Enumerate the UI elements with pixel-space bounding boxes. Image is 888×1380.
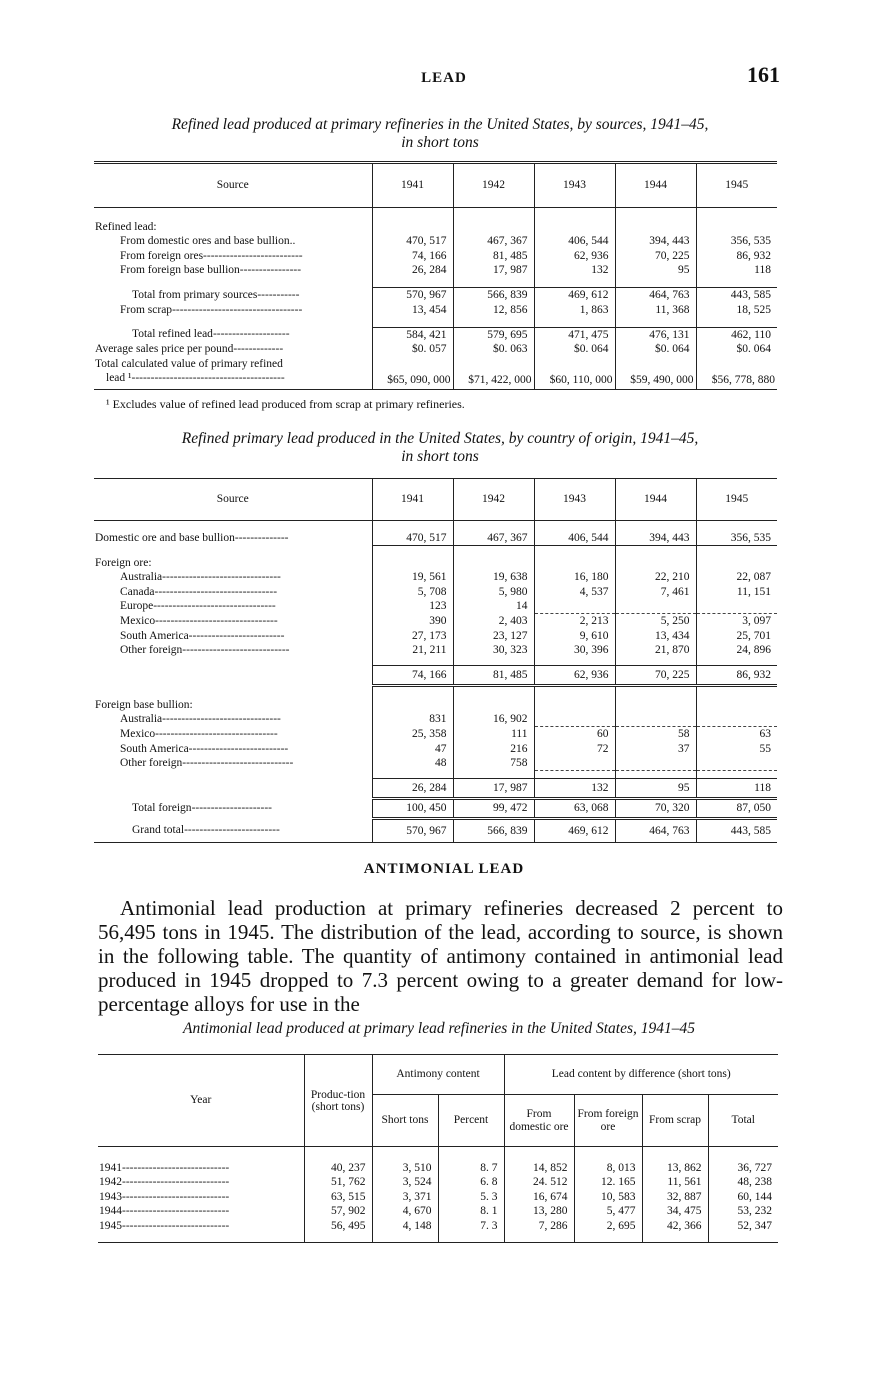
table2-caption-line2: in short tons (401, 448, 479, 465)
subtotal-cell: 86, 932 (696, 666, 777, 686)
table1-caption-line1: Refined lead produced at primary refineries in the United States, by sources, 1941–45, (171, 116, 709, 133)
cell: 3, 097 (696, 614, 777, 629)
cell: 9, 610 (534, 629, 615, 644)
cell: 22, 210 (615, 570, 696, 585)
cell: 356, 535 (696, 531, 777, 546)
paragraph-text: Antimonial lead production at primary refineries decreased 2 percent to 56,495 tons in 1945. The distribution of the lead, according to source, is shown in the following table. The quantity of antimony contained in antimonial lead produced in 1945 dropped to 7.3 percent owing to a greater demand for low-percentage alloys for use in the (98, 896, 783, 1016)
table-row: South America------------------------- 27, 173 23, 127 9, 610 13, 434 25, 701 (94, 629, 777, 644)
page-number: 161 (747, 62, 780, 87)
cell: 60, 144 (708, 1190, 778, 1205)
cell: 566, 839 (453, 819, 534, 843)
cell: 3, 510 (372, 1161, 438, 1176)
table3-col-short-tons: Short tons (372, 1095, 438, 1147)
cell: 123 (372, 599, 453, 614)
row-label: Total foreign (132, 802, 192, 815)
cell: 62, 936 (534, 249, 615, 264)
cell: 394, 443 (615, 531, 696, 546)
table3-col-domestic: From domestic ore (504, 1095, 574, 1147)
table3-caption: Antimonial lead produced at primary lead refineries in the United States, 1941–45 (182, 1020, 695, 1037)
table-row: 1945---------------------------- 56, 495 4, 148 7. 3 7, 286 2, 695 42, 366 52, 347 (98, 1219, 778, 1243)
subtotal-cell: 132 (534, 779, 615, 799)
cell: 570, 967 (372, 819, 453, 843)
cell: 48 (372, 756, 453, 771)
cell: 57, 902 (304, 1204, 372, 1219)
cell: 52, 347 (708, 1219, 778, 1243)
cell: 18, 525 (696, 303, 777, 318)
table1 (94, 161, 777, 390)
cell: 12, 856 (453, 303, 534, 318)
table3-col-production: Produc-tion (short tons) (304, 1055, 372, 1147)
table-row: Total foreign--------------------- 100, 450 99, 472 63, 068 70, 320 87, 050 (94, 799, 777, 819)
cell: 63, 515 (304, 1190, 372, 1205)
cell: 72 (534, 742, 615, 757)
table3-col-foreign: From foreign ore (574, 1095, 642, 1147)
cell: 464, 763 (615, 819, 696, 843)
cell: 25, 701 (696, 629, 777, 644)
table2-col-year: 1943 (534, 479, 615, 521)
cell: 22, 087 (696, 570, 777, 585)
cell: 579, 695 (453, 327, 534, 342)
cell: 11, 151 (696, 585, 777, 600)
cell: 8. 1 (438, 1204, 504, 1219)
table1-col-year: 1943 (534, 164, 615, 208)
cell: 74, 166 (372, 249, 453, 264)
cell: $71, 422, 000 (453, 371, 534, 389)
cell: $60, 110, 000 (534, 371, 615, 389)
table2-col-source: Source (94, 479, 372, 521)
cell: 469, 612 (534, 288, 615, 303)
table-row: From domestic ores and base bullion.. 470, 517 467, 367 406, 544 394, 443 356, 535 (94, 234, 777, 249)
subtotal-cell: 74, 166 (372, 666, 453, 686)
cell: 2, 695 (574, 1219, 642, 1243)
cell: 16, 674 (504, 1190, 574, 1205)
cell: 132 (534, 263, 615, 278)
table-row: lead ¹---------------------------------------- $65, 090, 000 $71, 422, 000 $60, 110, 000 $59, 490, 000 $56, 778, 880 (94, 371, 777, 389)
row-label: 1943 (99, 1190, 122, 1203)
cell: 7, 286 (504, 1219, 574, 1243)
cell: $0. 063 (453, 342, 534, 357)
cell: 566, 839 (453, 288, 534, 303)
cell: 36, 727 (708, 1161, 778, 1176)
table2-col-year: 1945 (696, 479, 777, 521)
table2-col-year: 1942 (453, 479, 534, 521)
table3-col-percent: Percent (438, 1095, 504, 1147)
cell: 17, 987 (453, 263, 534, 278)
cell: 16, 180 (534, 570, 615, 585)
cell (696, 756, 777, 771)
table-row: Total from primary sources----------- 570, 967 566, 839 469, 612 464, 763 443, 585 (94, 288, 777, 303)
cell: 394, 443 (615, 234, 696, 249)
cell: 406, 544 (534, 234, 615, 249)
table-row: Australia------------------------------- 831 16, 902 (94, 712, 777, 727)
table3-col-scrap: From scrap (642, 1095, 708, 1147)
cell: 12. 165 (574, 1175, 642, 1190)
subtotal-cell: 70, 225 (615, 666, 696, 686)
row-label: 1942 (99, 1176, 122, 1188)
subtotal-cell: 26, 284 (372, 779, 453, 799)
cell: 99, 472 (453, 799, 534, 819)
cell: 53, 232 (708, 1204, 778, 1219)
cell: 16, 902 (453, 712, 534, 727)
table-row: Mexico-------------------------------- 390 2, 403 2, 213 5, 250 3, 097 (94, 614, 777, 629)
cell (696, 599, 777, 614)
cell: 51, 762 (304, 1175, 372, 1190)
table1-col-year: 1941 (372, 164, 453, 208)
cell: $0. 064 (696, 342, 777, 357)
cell: 63 (696, 727, 777, 742)
row-label: 1945 (99, 1219, 122, 1232)
cell: $0. 064 (615, 342, 696, 357)
cell: 118 (696, 263, 777, 278)
table2-grid (94, 478, 777, 843)
table-row (94, 666, 777, 686)
table-row: Other foreign----------------------------- 48 758 (94, 756, 777, 771)
cell (696, 712, 777, 727)
table-row (94, 779, 777, 799)
row-label: South America (120, 629, 189, 642)
cell: 5. 3 (438, 1190, 504, 1205)
table-row: Other foreign---------------------------- 21, 211 30, 323 30, 396 21, 870 24, 896 (94, 643, 777, 658)
table2-caption (90, 430, 790, 466)
cell: 21, 211 (372, 643, 453, 658)
cell: $56, 778, 880 (696, 371, 777, 389)
row-label: Other foreign (120, 644, 183, 656)
table-row: South America-------------------------- 47 216 72 37 55 (94, 742, 777, 757)
cell: 19, 638 (453, 570, 534, 585)
row-label: Domestic ore and base bullion (95, 531, 235, 544)
cell: 5, 477 (574, 1204, 642, 1219)
cell: 356, 535 (696, 234, 777, 249)
cell: 24. 512 (504, 1175, 574, 1190)
cell (534, 712, 615, 727)
cell: 25, 358 (372, 727, 453, 742)
cell: 37 (615, 742, 696, 757)
cell (534, 756, 615, 771)
cell: 100, 450 (372, 799, 453, 819)
table1-col-source: Source (94, 164, 372, 208)
cell: 70, 320 (615, 799, 696, 819)
table-row: 1943---------------------------- 63, 515 3, 371 5. 3 16, 674 10, 583 32, 887 60, 144 (98, 1190, 778, 1205)
row-label: South America (120, 742, 189, 755)
cell: 27, 173 (372, 629, 453, 644)
cell: 464, 763 (615, 288, 696, 303)
cell: 55 (696, 742, 777, 757)
table1-grid (94, 163, 777, 390)
cell: 23, 127 (453, 629, 534, 644)
table-row: From foreign ores-------------------------- 74, 166 81, 485 62, 936 70, 225 86, 932 (94, 249, 777, 264)
table3-group-antimony: Antimony content (372, 1055, 504, 1095)
row-label: From foreign base bullion (120, 264, 240, 276)
row-label: From scrap (120, 303, 173, 316)
cell: $0. 057 (372, 342, 453, 357)
cell: 95 (615, 263, 696, 278)
cell: 570, 967 (372, 288, 453, 303)
cell: 3, 371 (372, 1190, 438, 1205)
cell: 390 (372, 614, 453, 629)
cell: 13, 434 (615, 629, 696, 644)
table3-col-year: Year (98, 1055, 304, 1147)
cell: 14, 852 (504, 1161, 574, 1176)
cell: 1, 863 (534, 303, 615, 318)
cell: 56, 495 (304, 1219, 372, 1243)
table-row: Grand total------------------------- 570, 967 566, 839 469, 612 464, 763 443, 585 (94, 819, 777, 843)
table1-footnote: ¹ Excludes value of refined lead produced from scrap at primary refineries. (106, 397, 465, 411)
cell: 34, 475 (642, 1204, 708, 1219)
table-row: Total refined lead-------------------- 584, 421 579, 695 471, 475 476, 131 462, 110 (94, 327, 777, 342)
table-row: Mexico-------------------------------- 25, 358 111 60 58 63 (94, 727, 777, 742)
cell: 584, 421 (372, 327, 453, 342)
cell: 10, 583 (574, 1190, 642, 1205)
table-row: Domestic ore and base bullion-------------- 470, 517 467, 367 406, 544 394, 443 356, 535 (94, 531, 777, 546)
table3-col-total: Total (708, 1095, 778, 1147)
cell: 3, 524 (372, 1175, 438, 1190)
cell: 81, 485 (453, 249, 534, 264)
table2-col-year: 1941 (372, 479, 453, 521)
cell: 32, 887 (642, 1190, 708, 1205)
table1-col-year: 1944 (615, 164, 696, 208)
table-row: 1942---------------------------- 51, 762 3, 524 6. 8 24. 512 12. 165 11, 561 48, 238 (98, 1175, 778, 1190)
row-label: From domestic ores and base bullion (120, 235, 290, 247)
cell: 111 (453, 727, 534, 742)
cell: 13, 454 (372, 303, 453, 318)
cell: 5, 708 (372, 585, 453, 600)
cell (615, 599, 696, 614)
cell: $0. 064 (534, 342, 615, 357)
row-label: Total refined lead (132, 328, 213, 341)
row-label: Australia (120, 713, 163, 725)
cell: 4, 537 (534, 585, 615, 600)
cell: 2, 403 (453, 614, 534, 629)
table-row: Australia------------------------------- 19, 561 19, 638 16, 180 22, 210 22, 087 (94, 570, 777, 585)
table-row: 1941---------------------------- 40, 237 3, 510 8. 7 14, 852 8, 013 13, 862 36, 727 (98, 1161, 778, 1176)
table3-group-lead: Lead content by difference (short tons) (504, 1055, 778, 1095)
subtotal-cell: 81, 485 (453, 666, 534, 686)
cell: 8. 7 (438, 1161, 504, 1176)
cell: 6. 8 (438, 1175, 504, 1190)
cell: 443, 585 (696, 819, 777, 843)
row-label: Europe (120, 600, 154, 612)
cell: 467, 367 (453, 531, 534, 546)
subtotal-cell: 118 (696, 779, 777, 799)
cell: 30, 396 (534, 643, 615, 658)
row-label: Grand total (132, 824, 185, 836)
subtotal-cell: 95 (615, 779, 696, 799)
cell: 2, 213 (534, 614, 615, 629)
row-label: From foreign ores (120, 249, 204, 262)
cell: 7. 3 (438, 1219, 504, 1243)
cell: 13, 280 (504, 1204, 574, 1219)
table-row: From scrap---------------------------------- 13, 454 12, 856 1, 863 11, 368 18, 525 (94, 303, 777, 318)
table1-caption (90, 116, 790, 152)
row-label: Other foreign (120, 757, 183, 769)
cell: 5, 250 (615, 614, 696, 629)
cell: 42, 366 (642, 1219, 708, 1243)
cell: 758 (453, 756, 534, 771)
table2-caption-line1: Refined primary lead produced in the United States, by country of origin, 1941–45, (181, 430, 699, 447)
table-row: Europe-------------------------------- 123 14 (94, 599, 777, 614)
running-head: LEAD (421, 70, 467, 86)
foreign-ore-label: Foreign ore: (95, 556, 152, 569)
row-label: Canada (120, 585, 155, 598)
cell: 406, 544 (534, 531, 615, 546)
cell: 5, 980 (453, 585, 534, 600)
cell: 4, 148 (372, 1219, 438, 1243)
cell: 467, 367 (453, 234, 534, 249)
cell: 469, 612 (534, 819, 615, 843)
cell: 86, 932 (696, 249, 777, 264)
section-heading: ANTIMONIAL LEAD (363, 861, 525, 877)
cell: 58 (615, 727, 696, 742)
table2-col-year: 1944 (615, 479, 696, 521)
table-row: Average sales price per pound------------- $0. 057 $0. 063 $0. 064 $0. 064 $0. 064 (94, 342, 777, 357)
table2 (94, 478, 777, 843)
cell: 21, 870 (615, 643, 696, 658)
row-label: Mexico (120, 727, 156, 740)
cell: 47 (372, 742, 453, 757)
cell: 40, 237 (304, 1161, 372, 1176)
row-label: Total from primary sources (132, 288, 258, 301)
cell: 476, 131 (615, 327, 696, 342)
cell: 30, 323 (453, 643, 534, 658)
subtotal-cell: 62, 936 (534, 666, 615, 686)
cell: 216 (453, 742, 534, 757)
row-label: 1941 (99, 1161, 122, 1174)
table3-grid (98, 1054, 778, 1243)
cell: 8, 013 (574, 1161, 642, 1176)
table3 (98, 1054, 778, 1243)
cell: 14 (453, 599, 534, 614)
cell: 11, 561 (642, 1175, 708, 1190)
cell: 462, 110 (696, 327, 777, 342)
row-label: 1944 (99, 1205, 122, 1217)
subtotal-cell: 17, 987 (453, 779, 534, 799)
cell (615, 756, 696, 771)
cell: 470, 517 (372, 531, 453, 546)
cell: 7, 461 (615, 585, 696, 600)
cell: 87, 050 (696, 799, 777, 819)
cell: 60 (534, 727, 615, 742)
table1-col-year: 1945 (696, 164, 777, 208)
cell: 11, 368 (615, 303, 696, 318)
cell: $59, 490, 000 (615, 371, 696, 389)
cell: 443, 585 (696, 288, 777, 303)
body-paragraph (98, 896, 783, 1016)
table-row: 1944---------------------------- 57, 902 4, 670 8. 1 13, 280 5, 477 34, 475 53, 232 (98, 1204, 778, 1219)
cell: 471, 475 (534, 327, 615, 342)
table1-caption-line2: in short tons (401, 134, 479, 151)
foreign-bullion-label: Foreign base bullion: (95, 698, 193, 711)
table-row: Canada-------------------------------- 5, 708 5, 980 4, 537 7, 461 11, 151 (94, 585, 777, 600)
row-label: Average sales price per pound (95, 343, 234, 355)
cell: 63, 068 (534, 799, 615, 819)
cell: 24, 896 (696, 643, 777, 658)
cell: 13, 862 (642, 1161, 708, 1176)
cell: 48, 238 (708, 1175, 778, 1190)
cell: 19, 561 (372, 570, 453, 585)
row-label: Mexico (120, 614, 156, 627)
cell: 4, 670 (372, 1204, 438, 1219)
table1-group-label: Refined lead: (95, 220, 157, 233)
cell: 70, 225 (615, 249, 696, 264)
row-label-continued: lead ¹ (106, 372, 132, 384)
cell: 470, 517 (372, 234, 453, 249)
cell (615, 712, 696, 727)
row-label: Australia (120, 571, 163, 583)
table-row: From foreign base bullion---------------- 26, 284 17, 987 132 95 118 (94, 263, 777, 278)
cell (534, 599, 615, 614)
cell: 831 (372, 712, 453, 727)
cell: 26, 284 (372, 263, 453, 278)
cell: $65, 090, 000 (372, 371, 453, 389)
row-label: Total calculated value of primary refined (95, 357, 283, 370)
table1-col-year: 1942 (453, 164, 534, 208)
